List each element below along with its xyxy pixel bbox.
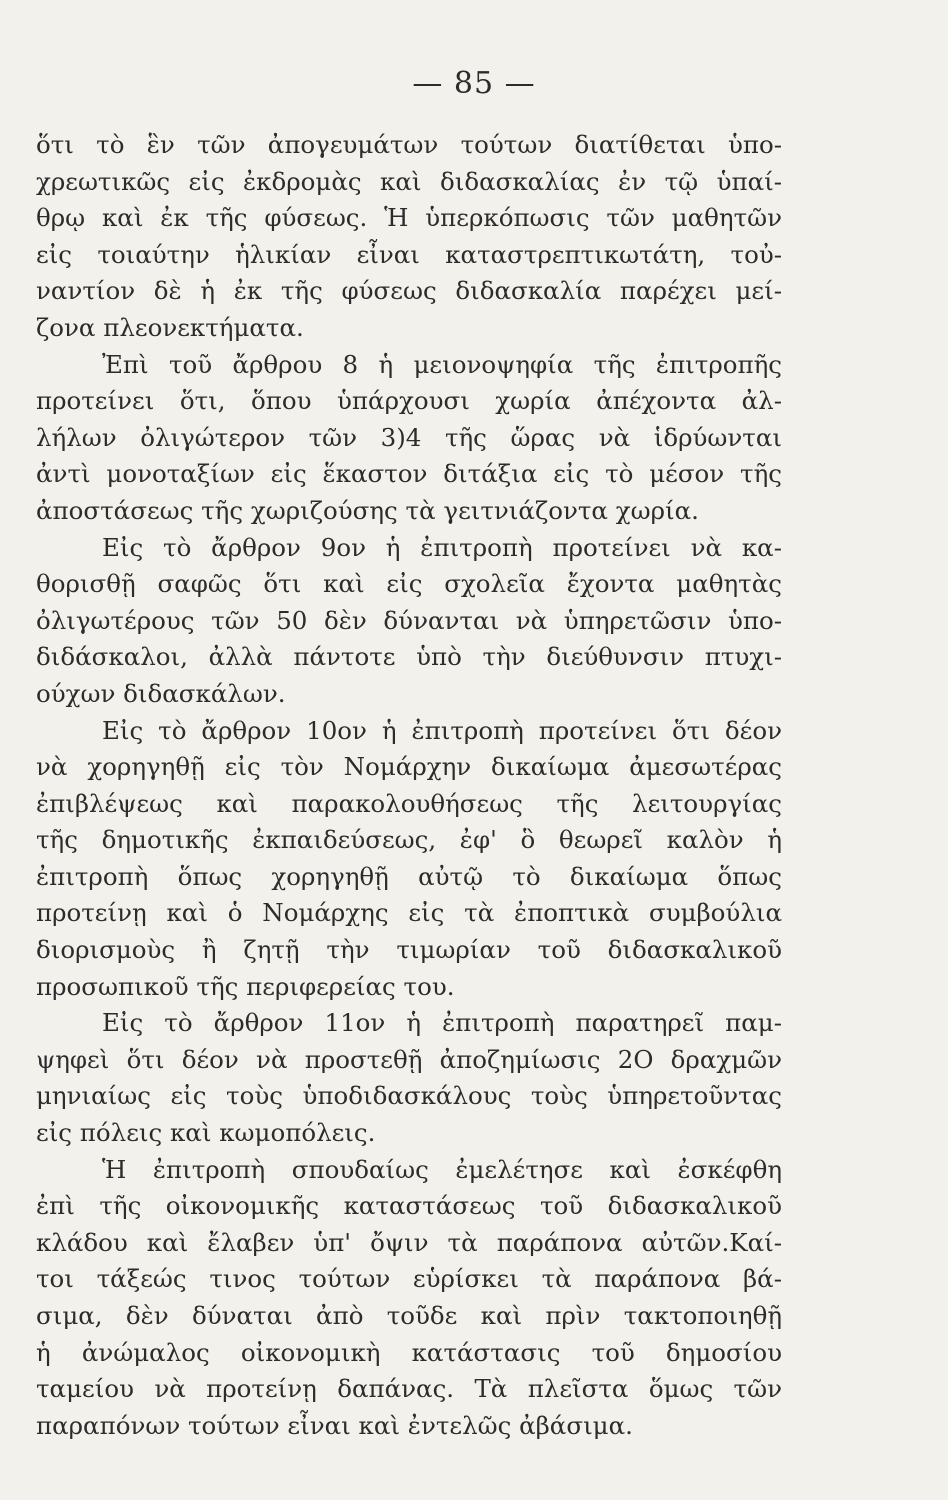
text-line: προσωπικοῦ τῆς περιφερείας του. <box>36 971 455 1001</box>
text-line: σιμα, δὲν δύναται ἀπὸ τοῦδε καὶ πρὶν τακτοποιηθῇ <box>36 1301 782 1330</box>
text-line: ταμείου νὰ προτείνῃ δαπάνας. Τὰ πλεῖστα ὅμως τῶν <box>36 1374 782 1404</box>
text-line: προτείνῃ καὶ ὁ Νομάρχης εἰς τὰ ἐποπτικὰ συμβούλια <box>36 898 782 928</box>
text-line: προτείνει ὅτι, ὅπου ὑπάρχουσι χωρία ἀπέχοντα ἀλ- <box>36 386 782 416</box>
text-line: ἐπὶ τῆς οἰκονομικῆς καταστάσεως τοῦ διδασκαλικοῦ <box>36 1191 782 1221</box>
text-line: λήλων ὀλιγώτερον τῶν 3)4 τῆς ὥρας νὰ ἱδρύωνται <box>36 422 782 452</box>
text-line: νὰ χορηγηθῇ εἰς τὸν Νομάρχην δικαίωμα ἀμεσωτέρας <box>36 752 782 782</box>
text-line: τοι τάξεώς τινος τούτων εὑρίσκει τὰ παράπονα βά- <box>36 1264 782 1294</box>
text-line: θορισθῇ σαφῶς ὅτι καὶ εἰς σχολεῖα ἔχοντα μαθητὰς <box>36 569 782 599</box>
text-line: ὀλιγωτέρους τῶν 50 δὲν δύνανται νὰ ὑπηρετῶσιν ὑπο- <box>36 605 782 635</box>
text-line: Εἰς τὸ ἄρθρον 11ον ἡ ἐπιτροπὴ παρατηρεῖ παμ- <box>102 1008 782 1038</box>
text-line: εἰς τοιαύτην ἡλικίαν εἶναι καταστρεπτικωτάτη, τοὐ- <box>36 239 782 269</box>
text-line: κλάδου καὶ ἔλαβεν ὑπ' ὄψιν τὰ παράπονα αὐτῶν.Καί- <box>36 1227 782 1257</box>
text-line: ζονα πλεονεκτήματα. <box>36 312 304 342</box>
page-number: — 85 — <box>412 66 536 101</box>
text-line: μηνιαίως εἰς τοὺς ὑποδιδασκάλους τοὺς ὑπηρετοῦντας <box>36 1081 782 1111</box>
text-line: χρεωτικῶς εἰς ἐκδρομὰς καὶ διδασκαλίας ἐν τῷ ὑπαί- <box>36 166 782 196</box>
text-line: ἀντὶ μονοταξίων εἰς ἕκαστον διτάξια εἰς τὸ μέσον τῆς <box>36 459 782 489</box>
text-line: Ἡ ἐπιτροπὴ σπουδαίως ἐμελέτησε καὶ ἐσκέφθη <box>102 1154 782 1184</box>
text-line: ἐπιβλέψεως καὶ παρακολουθήσεως τῆς λειτουργίας <box>36 788 782 818</box>
text-line: ούχων διδασκάλων. <box>36 678 286 708</box>
text-line: παραπόνων τούτων εἶναι καὶ ἐντελῶς ἀβάσιμα. <box>36 1410 633 1440</box>
text-line: Ἐπὶ τοῦ ἄρθρου 8 ἡ μειονοψηφία τῆς ἐπιτροπῆς <box>102 349 782 379</box>
text-line: Εἰς τὸ ἄρθρον 9ον ἡ ἐπιτροπὴ προτείνει νὰ κα- <box>102 532 782 562</box>
text-line: τῆς δημοτικῆς ἐκπαιδεύσεως, ἐφ' ὃ θεωρεῖ καλὸν ἡ <box>36 825 782 855</box>
text-line: θρῳ καὶ ἐκ τῆς φύσεως. Ἡ ὑπερκόπωσις τῶν μαθητῶν <box>36 203 782 233</box>
text-line: ἀποστάσεως τῆς χωριζούσης τὰ γειτνιάζοντα χωρία. <box>36 495 699 525</box>
text-line: ὅτι τὸ ἓν τῶν ἀπογευμάτων τούτων διατίθεται ὑπο- <box>36 130 782 159</box>
text-line: διορισμοὺς ἢ ζητῇ τὴν τιμωρίαν τοῦ διδασκαλικοῦ <box>36 935 782 965</box>
body-text <box>36 127 782 1444</box>
text-line: ψηφεὶ ὅτι δέον νὰ προστεθῇ ἀποζημίωσις 2Ο δραχμῶν <box>36 1044 782 1074</box>
text-line: ναντίον δὲ ἡ ἐκ τῆς φύσεως διδασκαλία παρέχει μεί- <box>36 276 782 306</box>
text-line: ἐπιτροπὴ ὅπως χορηγηθῇ αὐτῷ τὸ δικαίωμα ὅπως <box>36 861 782 891</box>
text-line: διδάσκαλοι, ἀλλὰ πάντοτε ὑπὸ τὴν διεύθυνσιν πτυχι- <box>36 642 782 672</box>
text-line: ἡ ἀνώμαλος οἰκονομικὴ κατάστασις τοῦ δημοσίου <box>36 1337 782 1367</box>
text-line: εἰς πόλεις καὶ κωμοπόλεις. <box>36 1118 376 1148</box>
text-line: Εἰς τὸ ἄρθρον 10ον ἡ ἐπιτροπὴ προτείνει ὅτι δέον <box>102 715 782 745</box>
